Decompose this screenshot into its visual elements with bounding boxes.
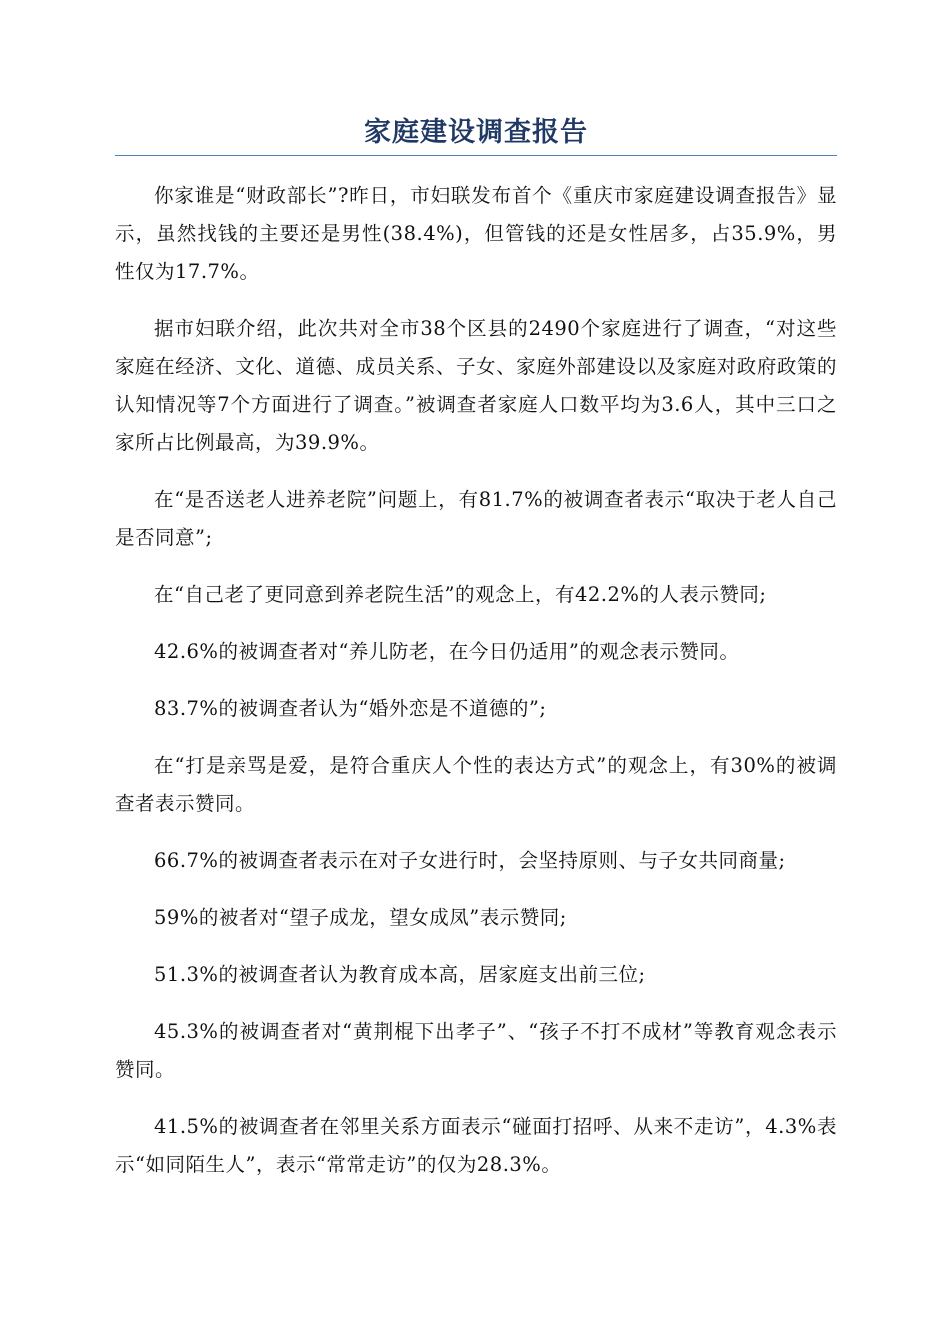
paragraph-education-beliefs: 45.3%的被调查者对“黄荆棍下出孝子”、“孩子不打不成材”等教育观念表示赞同。 xyxy=(115,1020,837,1081)
paragraph-finance-manager: 你家谁是“财政部长”?昨日，市妇联发布首个《重庆市家庭建设调查报告》显示，虽然找钱的主要还是男性(38.4%)，但管钱的还是女性居多，占35.9%，男性仅为17.7%。 xyxy=(115,184,837,283)
title-underline xyxy=(115,155,837,156)
paragraph-expression: 在“打是亲骂是爱，是符合重庆人个性的表达方式”的观念上，有30%的被调查者表示赞同。 xyxy=(115,754,837,815)
document-page xyxy=(115,0,837,1203)
paragraph-survey-intro: 据市妇联介绍，此次共对全市38个区县的2490个家庭进行了调查，“对这些家庭在经济、文化、道德、成员关系、子女、家庭外部建设以及家庭对政府政策的认知情况等7个方面进行了调查。”被调查者家庭人口数平均为3.6人，其中三口之家所占比例最高，为39.9%。 xyxy=(115,317,837,454)
paragraph-raise-children: 42.6%的被调查者对“养儿防老，在今日仍适用”的观念表示赞同。 xyxy=(154,640,740,663)
paragraph-expectations: 59%的被者对“望子成龙，望女成凤”表示赞同; xyxy=(154,906,567,929)
document-title: 家庭建设调查报告 xyxy=(364,117,588,148)
paragraph-nursing-home: 在“是否送老人进养老院”问题上，有81.7%的被调查者表示“取决于老人自己是否同意”; xyxy=(115,488,837,549)
paragraph-education-cost: 51.3%的被调查者认为教育成本高，居家庭支出前三位; xyxy=(154,963,646,986)
paragraph-affair: 83.7%的被调查者认为“婚外恋是不道德的”; xyxy=(154,697,547,720)
paragraph-children-discussion: 66.7%的被调查者表示在对子女进行时，会坚持原则、与子女共同商量; xyxy=(154,849,786,872)
paragraph-neighbors: 41.5%的被调查者在邻里关系方面表示“碰面打招呼、从来不走访”，4.3%表示“如同陌生人”，表示“常常走访”的仅为28.3%。 xyxy=(115,1115,837,1176)
document-body xyxy=(115,177,837,1184)
paragraph-self-nursing-home: 在“自己老了更同意到养老院生活”的观念上，有42.2%的人表示赞同; xyxy=(154,583,767,606)
